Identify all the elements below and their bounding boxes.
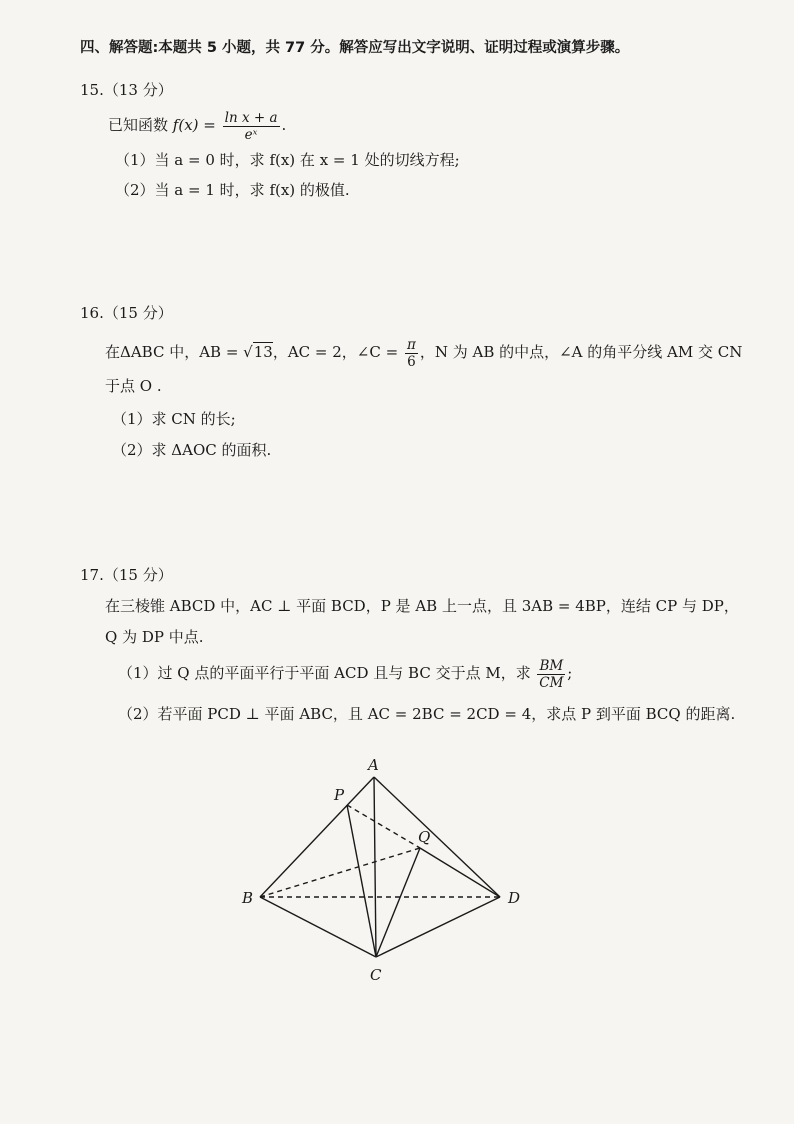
q15-stem: 已知函数 f(x) = $\frac{\text{ln x + a}}{\text{eˣ}}$ . <box>108 109 287 143</box>
edge-BC <box>260 897 376 957</box>
segment-CQ <box>376 848 420 957</box>
q15-fraction <box>223 110 280 143</box>
edge-AC <box>374 777 376 957</box>
edge-AD <box>374 777 500 897</box>
q16-frac-den: 6 <box>407 353 416 370</box>
q17-line2: Q 为 DP 中点. <box>105 628 204 646</box>
edge-CD <box>376 897 500 957</box>
q15-frac-den: eˣ <box>244 126 258 143</box>
q15-part1: （1）当 a = 0 时，求 f(x) 在 x = 1 处的切线方程; <box>115 151 460 169</box>
q17-part1 <box>118 653 572 693</box>
q17-part1-a: （1）过 Q 点的平面平行于平面 ACD 且与 BC 交于点 M，求 <box>118 664 531 682</box>
segment-PQ-dashed <box>347 805 420 848</box>
q15-stem-prefix: 已知函数 <box>108 116 169 134</box>
q16-line1-c: ，N 为 AB 的中点，∠A 的角平分线 AM 交 CN <box>419 343 743 361</box>
segment-QD <box>420 848 500 897</box>
q16-part2: （2）求 ΔAOC 的面积. <box>112 441 272 459</box>
vertex-label-B: B <box>242 889 254 907</box>
vertex-label-C: C <box>370 966 382 984</box>
tetrahedron-figure <box>230 750 540 990</box>
q16-line2: 于点 O . <box>105 377 162 395</box>
q17-line1: 在三棱锥 ABCD 中，AC ⊥ 平面 BCD，P 是 AB 上一点，且 3AB = 4BP，连结 CP 与 DP， <box>105 597 739 615</box>
q17-fraction-bm-cm <box>537 658 565 691</box>
q16-frac-num: π <box>406 336 416 353</box>
point-label-P: P <box>334 786 345 804</box>
q17-part2: （2）若平面 PCD ⊥ 平面 ABC，且 AC = 2BC = 2CD = 4，求点 P 到平面 BCQ 的距离. <box>118 705 736 723</box>
q16-sqrt-13: 13 <box>253 343 273 361</box>
q15-fx: f(x) = <box>172 116 216 134</box>
section-header: 四、解答题:本题共 5 小题，共 77 分。解答应写出文字说明、证明过程或演算步骤。 <box>80 40 630 56</box>
point-label-Q: Q <box>418 828 431 846</box>
q15-frac-num: ln x + a <box>224 109 278 126</box>
q16-line1 <box>105 335 742 370</box>
q16-number: 16.（15 分） <box>80 304 173 322</box>
q15-part2: （2）当 a = 1 时，求 f(x) 的极值. <box>115 181 350 199</box>
q16-line1-b: ，AC = 2，∠C = <box>272 343 399 361</box>
vertex-label-D: D <box>508 889 521 907</box>
q17-frac-num: BM <box>539 657 564 674</box>
q15-number: 15.（13 分） <box>80 81 173 99</box>
q16-fraction-pi6 <box>405 337 418 370</box>
vertex-label-A: A <box>368 756 379 774</box>
q16-part1: （1）求 CN 的长; <box>112 410 236 428</box>
q17-number: 17.（15 分） <box>80 566 173 584</box>
segment-PC <box>347 805 376 957</box>
q17-frac-den: CM <box>539 674 564 691</box>
edge-AB <box>260 777 374 897</box>
q16-line1-a: 在ΔABC 中，AB = √ <box>105 343 253 361</box>
q17-part1-b: ; <box>567 664 573 682</box>
